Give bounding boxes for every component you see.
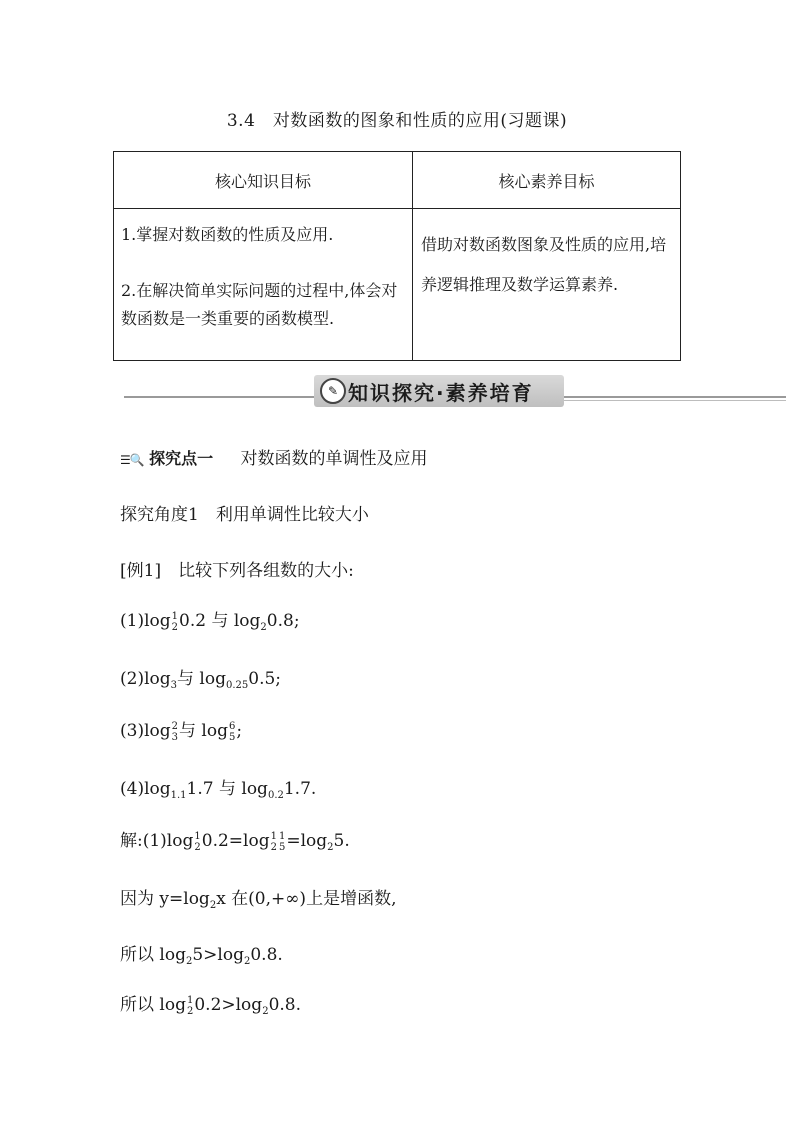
frac-num: 1: [194, 830, 201, 842]
table-header-knowledge: 核心知识目标: [114, 152, 413, 209]
solution-line-3: [120, 940, 283, 967]
section-banner: [124, 372, 786, 412]
section-heading: [120, 444, 428, 469]
item-2-sub1: 3: [170, 680, 178, 691]
item-1-b: 0.8;: [266, 611, 300, 631]
frac-num: 6: [228, 720, 236, 732]
item-4-a: 1.7 与 log: [186, 779, 268, 799]
solution-2-prefix: 因为 y=log: [120, 889, 210, 909]
solution-3-sub2: 2: [243, 956, 251, 967]
example-heading: [例1] 比较下列各组数的大小:: [120, 561, 354, 581]
frac-den: 3: [171, 731, 179, 743]
solution-4-end: 0.8.: [268, 995, 302, 1015]
goals-table: [113, 151, 681, 361]
solution-1-prefix: 解:(1)log: [120, 831, 194, 851]
solution-3-sub1: 2: [185, 956, 193, 967]
item-2-end: 0.5;: [248, 669, 282, 689]
solution-1-mid: 0.2=log: [201, 831, 270, 851]
solution-1-base: [194, 831, 200, 853]
solution-4-prefix: 所以 log: [120, 995, 186, 1015]
frac-num: 1: [171, 610, 179, 622]
frac-den: 2: [270, 841, 277, 853]
item-2: [120, 664, 281, 691]
item-1-a: 0.2 与 log: [179, 611, 261, 631]
item-2-sub2: 0.25: [225, 680, 249, 691]
solution-2-sub: 2: [209, 900, 217, 911]
item-4: [120, 774, 316, 801]
frac-num: 1: [278, 830, 286, 842]
pencil-icon: ✎: [320, 378, 346, 404]
angle-heading: 探究角度1 利用单调性比较大小: [120, 505, 369, 525]
knowledge-cell: [114, 209, 413, 361]
item-3-prefix: (3)log: [120, 721, 171, 741]
magnifier-icon: ☰🔍: [120, 453, 144, 467]
banner-line-lower: [564, 400, 786, 401]
solution-3-end: 0.8.: [250, 945, 283, 965]
item-3-end: ;: [236, 721, 243, 741]
section-label: 探究点一: [149, 449, 214, 468]
frac-num: 1: [186, 994, 194, 1006]
table-header-literacy: 核心素养目标: [413, 152, 681, 209]
frac-den: 5: [278, 841, 286, 853]
solution-1-base2: [271, 831, 277, 853]
frac-den: 2: [186, 1005, 194, 1017]
literacy-text: 借助对数函数图象及性质的应用,培养逻辑推理及数学运算素养.: [421, 235, 667, 294]
solution-1-end: 5.: [333, 831, 350, 851]
frac-num: 2: [171, 720, 179, 732]
literacy-cell: [413, 209, 681, 361]
item-2-prefix: (2)log: [120, 669, 171, 689]
item-3-mid: 与 log: [179, 721, 228, 741]
page-title: 3.4 对数函数的图象和性质的应用(习题课): [226, 111, 568, 131]
item-4-sub2: 0.2: [267, 790, 284, 801]
knowledge-item-2: 2.在解决简单实际问题的过程中,体会对数函数是一类重要的函数模型.: [121, 281, 398, 328]
item-2-mid: 与 log: [177, 669, 226, 689]
solution-3-prefix: 所以 log: [120, 945, 186, 965]
frac-num: 1: [270, 830, 277, 842]
frac-den: 2: [171, 621, 179, 633]
frac-den: 5: [228, 731, 236, 743]
item-4-prefix: (4)log: [120, 779, 171, 799]
solution-line-2: [120, 884, 396, 911]
solution-1-eq: =log: [286, 831, 328, 851]
section-title: 对数函数的单调性及应用: [240, 449, 428, 469]
knowledge-item-1: 1.掌握对数函数的性质及应用.: [121, 225, 334, 244]
solution-line-1: [120, 826, 350, 853]
frac-den: 2: [194, 841, 201, 853]
solution-4-base: [187, 995, 193, 1017]
item-1-base: [172, 611, 178, 633]
solution-4-sub: 2: [262, 1006, 269, 1017]
solution-4-mid: 0.2>log: [194, 995, 263, 1015]
item-4-sub1: 1.1: [170, 790, 187, 801]
item-3-base-a: [172, 721, 178, 743]
item-4-end: 1.7.: [283, 779, 317, 799]
solution-line-4: [120, 990, 301, 1017]
item-1: [120, 606, 300, 633]
banner-text: 知识探究·素养培育: [348, 381, 534, 405]
solution-3-mid: 5>log: [192, 945, 244, 965]
item-3: [120, 716, 242, 743]
item-1-sub: 2: [260, 622, 267, 633]
item-1-prefix: (1)log: [120, 611, 171, 631]
solution-1-sub: 2: [327, 842, 334, 853]
solution-2-end: x 在(0,+∞)上是增函数,: [216, 889, 397, 909]
solution-1-arg: [279, 831, 285, 853]
item-3-base-b: [229, 721, 235, 743]
